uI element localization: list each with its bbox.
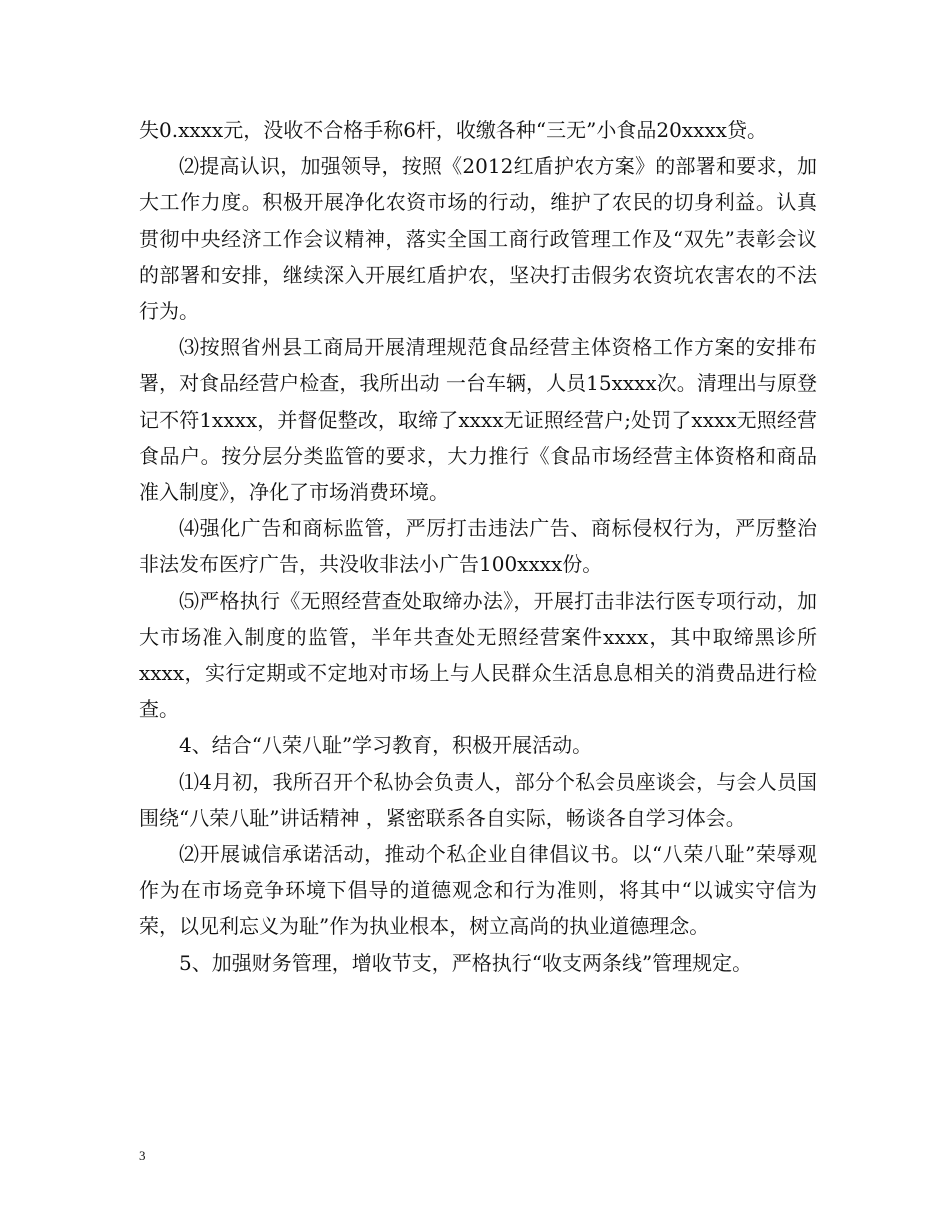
- page-number: 3: [139, 1148, 146, 1163]
- paragraph-section4-item-1: ⑴4月初，我所召开个私协会负责人，部分个私会员座谈会，与会人员国围绕“八荣八耻”讲话精神 ，紧密联系各自实际，畅谈各自学习体会。: [139, 769, 817, 830]
- paragraph-item-5: ⑸严格执行《无照经营查处取缔办法》，开展打击非法行医专项行动，加大市场准入制度的监管，半年共查处无照经营案件xxxx，其中取缔黑诊所xxxx，实行定期或不定地对市场上与人民群众生活息息相关的消费品进行检查。: [139, 588, 817, 722]
- section-heading-5: 5、加强财务管理，增收节支，严格执行“收支两条线”管理规定。: [179, 950, 753, 975]
- paragraph-item-2: ⑵提高认识，加强领导，按照《2012红盾护农方案》的部署和要求，加大工作力度。积极开展净化农资市场的行动，维护了农民的切身利益。认真贯彻中央经济工作会议精神，落实全国工商行政管理工作及“双先”表彰会议的部署和安排，继续深入开展红盾护农，坚决打击假劣农资坑农害农的不法行为。: [139, 154, 817, 324]
- paragraph-section4-item-2: ⑵开展诚信承诺活动，推动个私企业自律倡议书。以“八荣八耻”荣辱观作为在市场竞争环境下倡导的道德观念和行为准则，将其中“以诚实守信为荣，以见利忘义为耻”作为执业根本，树立高尚的执业道德理念。: [139, 842, 817, 939]
- document-body: [139, 112, 817, 981]
- paragraph-item-3: ⑶按照省州县工商局开展清理规范食品经营主体资格工作方案的安排布署，对食品经营户检查，我所出动 一台车辆，人员15xxxx次。清理出与原登记不符1xxxx，并督促整改，取缔了xxxx无证照经营户;处罚了xxxx无照经营食品户。按分层分类监管的要求，大力推行《食品市场经营主体资格和商品准入制度》，净化了市场消费环境。: [139, 335, 817, 505]
- paragraph-continuation: 失0.xxxx元，没收不合格手称6杆，收缴各种“三无”小食品20xxxx贷。: [139, 118, 767, 142]
- section-heading-4: 4、结合“八荣八耻”学习教育，积极开展活动。: [179, 733, 593, 758]
- paragraph-item-4: ⑷强化广告和商标监管，严厉打击违法广告、商标侵权行为，严厉整治非法发布医疗广告，共没收非法小广告100xxxx份。: [139, 516, 817, 577]
